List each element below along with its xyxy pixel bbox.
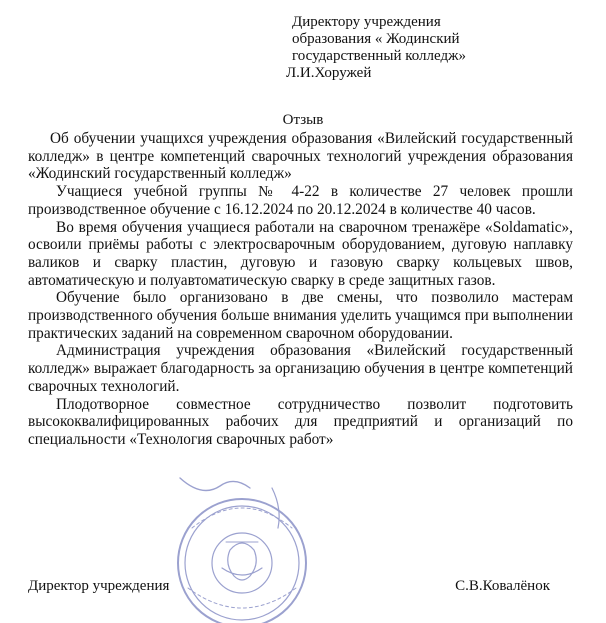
- addressee-block: [286, 14, 586, 82]
- round-official-seal-icon: [172, 458, 310, 623]
- signature-block: [28, 578, 550, 596]
- addressee-line-1: Директору учреждения: [292, 14, 441, 30]
- addressee-name: Л.И.Хоружей: [286, 65, 372, 81]
- signatory-name: С.В.Ковалёнок: [455, 578, 550, 594]
- document-body: [28, 130, 573, 449]
- document-title: Отзыв: [282, 112, 324, 128]
- addressee-line-3: государственный колледж»: [292, 48, 466, 64]
- paragraph-gratitude: Администрация учреждения образования «Вилейский государственный колледж» выражает благодарность за организацию обучения в центре компетенций сварочных технологий.: [28, 342, 573, 395]
- paragraph-work: Во время обучения учащиеся работали на сварочном тренажёре «Soldamatic», освоили приёмы работы с электросварочным оборудованием, дуговую наплавку валиков и сварку пластин, дуговую и газовую сварку кольцевых швов, автоматическую и полуавтоматическую сварку в среде защитных газов.: [28, 218, 573, 289]
- paragraph-students: Учащиеся учебной группы № 4-22 в количестве 27 человек прошли производственное обучение с 16.12.2024 по 20.12.2024 в количестве 40 часов.: [28, 183, 573, 218]
- paragraph-subject: Об обучении учащихся учреждения образования «Вилейский государственный колледж» в центре компетенций сварочных технологий учреждения образования «Жодинский государственный колледж»: [28, 130, 573, 183]
- signatory-role: Директор учреждения: [28, 578, 170, 594]
- paragraph-cooperation: Плодотворное совместное сотрудничество позволит подготовить высококвалифицированных рабочих для предприятий и организаций по специальности «Технология сварочных работ»: [28, 395, 573, 448]
- paragraph-organization: Обучение было организовано в две смены, что позволило мастерам производственного обучения больше внимания уделить учащимся при выполнении практических заданий на современном сварочном оборудовании.: [28, 289, 573, 342]
- addressee-line-2: образования « Жодинский: [292, 31, 460, 47]
